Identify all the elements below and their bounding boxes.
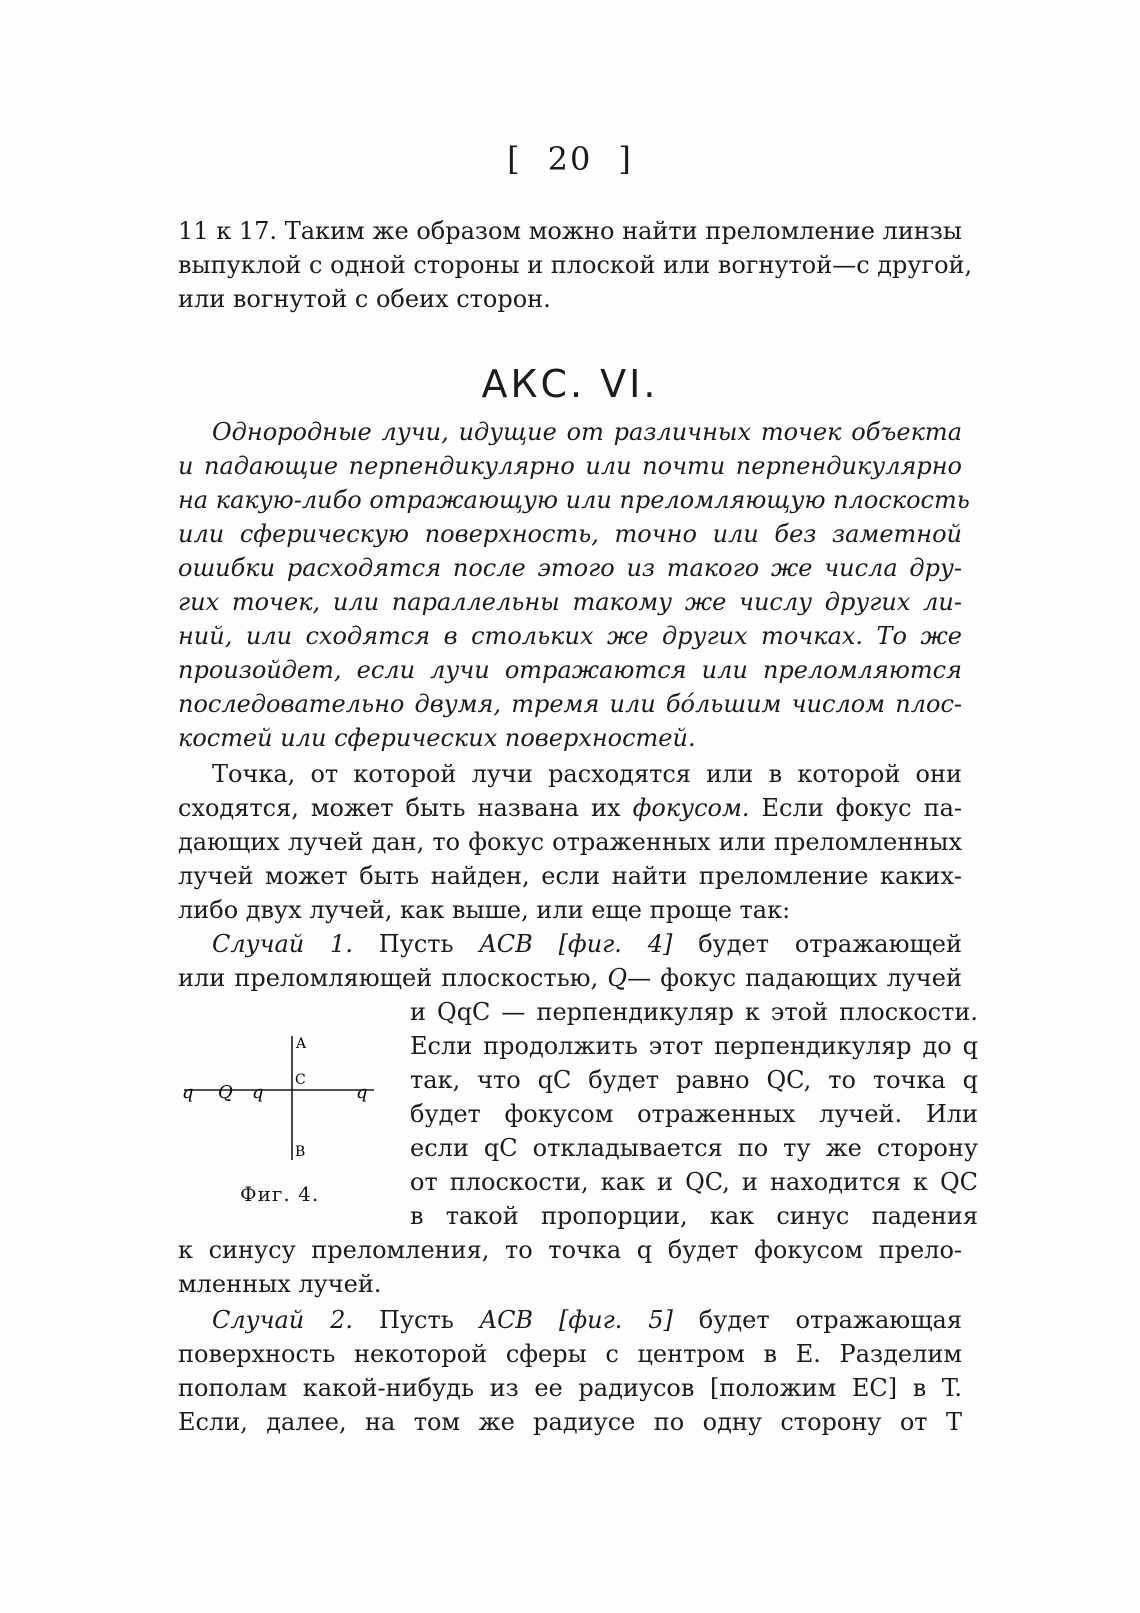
section-heading: АКС. VI. <box>481 362 659 406</box>
case2-text: Пусть <box>378 1306 454 1334</box>
page-number-value: 20 <box>547 140 593 178</box>
axiom-line: или сферическую поверхность, точно или без заметной <box>178 520 962 548</box>
axiom-line: ошибки расходятся после этого из такого же числа дру- <box>178 554 962 582</box>
case2-line: поверхность некоторой сферы с центром в E. Разделим <box>178 1340 962 1368</box>
label-q-left: q <box>182 1082 194 1103</box>
case1-line2-q: Q <box>607 964 628 992</box>
axiom-line: и падающие перпендикулярно или почти перпендикулярно <box>178 452 962 480</box>
axiom-line: ний, или сходятся в стольких же других точках. То же <box>178 622 962 650</box>
intro-line: или вогнутой с обеих сторон. <box>178 285 551 313</box>
case1-short-line: Если продолжить этот перпендикуляр до q <box>410 1032 978 1060</box>
case2-line: Если, далее, на том же радиусе по одну сторону от T <box>178 1408 962 1436</box>
bracket-right: ] <box>618 140 633 178</box>
case1-line: к синусу преломления, то точка q будет фокусом прело- <box>178 1236 962 1264</box>
page-number <box>0 140 1140 178</box>
focus-line: лучей может быть найден, если найти преломление каких- <box>178 862 962 890</box>
label-c: C <box>295 1072 306 1088</box>
axiom-line: Однородные лучи, идущие от различных точек объекта <box>212 418 962 446</box>
focus-line: либо двух лучей, как выше, или еще проще так: <box>178 896 791 924</box>
case1-line2-b: — фокус падающих лучей <box>627 964 962 992</box>
focus-line-text: сходятся, может быть названа их <box>178 794 621 822</box>
case1-rest: будет отражающей <box>698 930 963 958</box>
case1-short-line: и QqC — перпендикуляр к этой плоскости. <box>410 998 978 1026</box>
case1-line <box>212 927 962 961</box>
axiom-line: на какую-либо отражающую или преломляющую плоскость <box>178 486 970 514</box>
axiom-line: костей или сферических поверхностей. <box>178 724 696 752</box>
axiom-line: произойдет, если лучи отражаются или преломляются <box>178 656 962 684</box>
focus-line-rest: Если фокус па- <box>761 794 962 822</box>
case1-short-line: так, что qC будет равно QC, то точка q <box>410 1066 978 1094</box>
figure-caption: Фиг. 4. <box>240 1182 320 1206</box>
intro-line: 11 к 17. Таким же образом можно найти преломление линзы <box>178 217 962 245</box>
label-q-mid: q <box>252 1082 264 1103</box>
case1-short-line: от плоскости, как и QC, и находится к QC <box>410 1168 978 1196</box>
focus-term: фокусом. <box>632 794 750 822</box>
case2-line <box>212 1303 962 1337</box>
intro-line: выпуклой с одной стороны и плоской или вогнутой—с другой, <box>178 251 973 279</box>
bracket-left: [ <box>507 140 522 178</box>
focus-line <box>178 791 962 825</box>
label-a: A <box>296 1036 307 1052</box>
case1-label: Случай 1. <box>212 930 353 958</box>
case1-ref: ACB [фиг. 4] <box>479 930 673 958</box>
case1-short-line: будет фокусом отраженных лучей. Или <box>410 1100 978 1128</box>
case2-rest: будет отражающая <box>698 1306 962 1334</box>
case2-ref: ACB [фиг. 5] <box>479 1306 673 1334</box>
label-q-right: q <box>356 1082 368 1103</box>
case1-line2-a: или преломляющей плоскостью, <box>178 964 599 992</box>
axiom-line: последовательно двумя, тремя или бóльшим числом плос- <box>178 690 962 718</box>
axiom-line: гих точек, или параллельны такому же числу других ли- <box>178 588 962 616</box>
label-b: B <box>295 1144 306 1160</box>
figure-4 <box>182 1036 392 1166</box>
case1-short-line: если qC откладывается по ту же сторону <box>410 1134 978 1162</box>
figure-4-diagram <box>182 1036 392 1166</box>
case1-line: мленных лучей. <box>178 1270 382 1298</box>
label-q-big: Q <box>218 1082 233 1103</box>
case2-line: пополам какой-нибудь из ее радиусов [положим EC] в T. <box>178 1374 962 1402</box>
case1-line <box>178 961 962 995</box>
focus-line: Точка, от которой лучи расходятся или в которой они <box>212 760 962 788</box>
case1-short-line: в такой пропорции, как синус падения <box>410 1202 978 1230</box>
focus-line: дающих лучей дан, то фокус отраженных или преломленных <box>178 828 962 856</box>
case2-label: Случай 2. <box>212 1306 354 1334</box>
case1-text: Пусть <box>378 930 454 958</box>
